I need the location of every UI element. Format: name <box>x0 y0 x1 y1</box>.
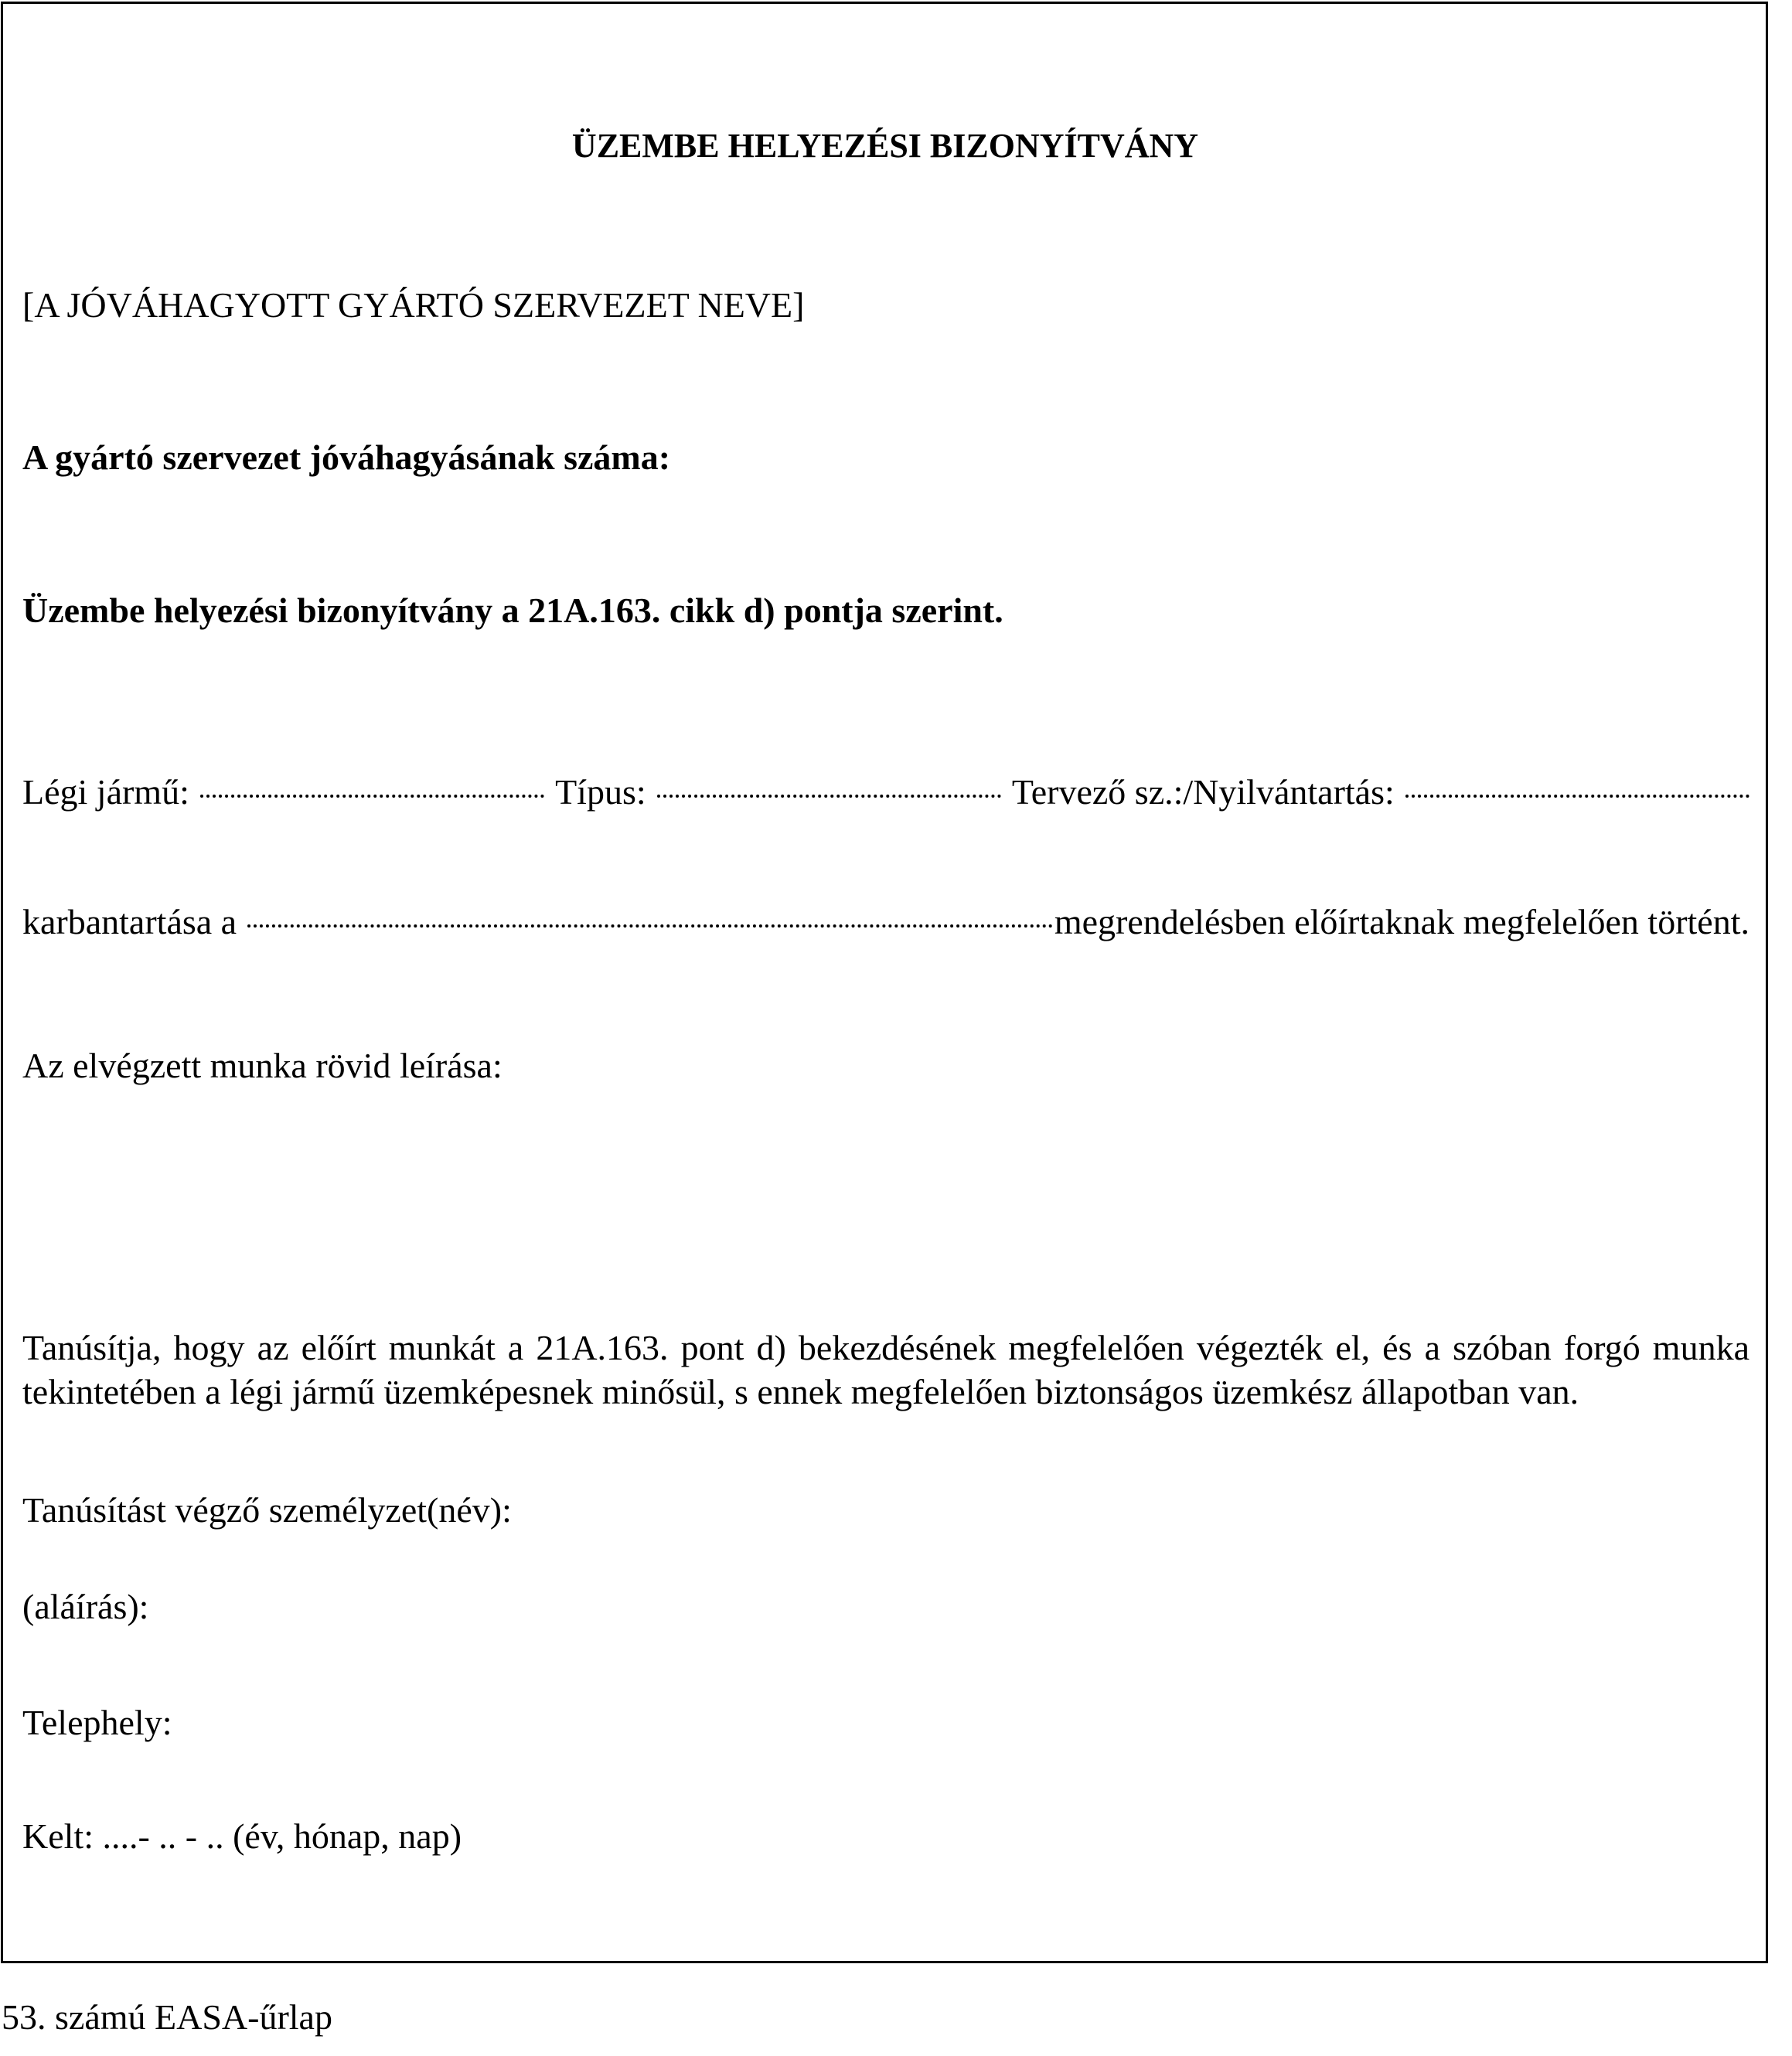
statement-line-2: tekintetében a légi jármű üzemképesnek minősül, s ennek megfelelően biztonságos üzemkész állapotban van. <box>22 1372 1579 1411</box>
aircraft-row <box>22 770 1749 814</box>
type-label: Típus: <box>555 772 646 812</box>
type-field[interactable] <box>657 795 1001 798</box>
signature-label: (aláírás): <box>22 1587 149 1626</box>
maintenance-suffix: megrendelésben előírtaknak megfelelően történt. <box>1054 902 1749 941</box>
organization-name-placeholder: [A JÓVÁHAGYOTT GYÁRTÓ SZERVEZET NEVE] <box>22 285 805 325</box>
form-footer: 53. számú EASA-űrlap <box>2 1997 332 2037</box>
statement-line-1: Tanúsítja, hogy az előírt munkát a 21A.163. pont d) bekezdésének megfelelően végezték el, és a szóban forgó munka <box>22 1328 1749 1367</box>
approval-number-label: A gyártó szervezet jóváhagyásának száma: <box>22 437 671 477</box>
aircraft-label: Légi jármű: <box>22 772 189 812</box>
order-field[interactable] <box>247 924 1053 928</box>
maintenance-row <box>22 900 1749 944</box>
registration-field[interactable] <box>1405 795 1749 798</box>
maintenance-prefix: karbantartása a <box>22 902 237 941</box>
certificate-basis: Üzembe helyezési bizonyítvány a 21A.163. cikk d) pontja szerint. <box>22 591 1003 630</box>
aircraft-field[interactable] <box>200 795 544 798</box>
certification-statement <box>22 1326 1749 1414</box>
form-title: ÜZEMBE HELYEZÉSI BIZONYÍTVÁNY <box>571 127 1199 165</box>
work-description-label: Az elvégzett munka rövid leírása: <box>22 1046 503 1085</box>
registration-label: Tervező sz.:/Nyilvántartás: <box>1011 772 1395 812</box>
location-label: Telephely: <box>22 1703 172 1742</box>
date-label: Kelt: ....- .. - .. (év, hónap, nap) <box>22 1816 462 1856</box>
personnel-label: Tanúsítást végző személyzet(név): <box>22 1490 512 1530</box>
